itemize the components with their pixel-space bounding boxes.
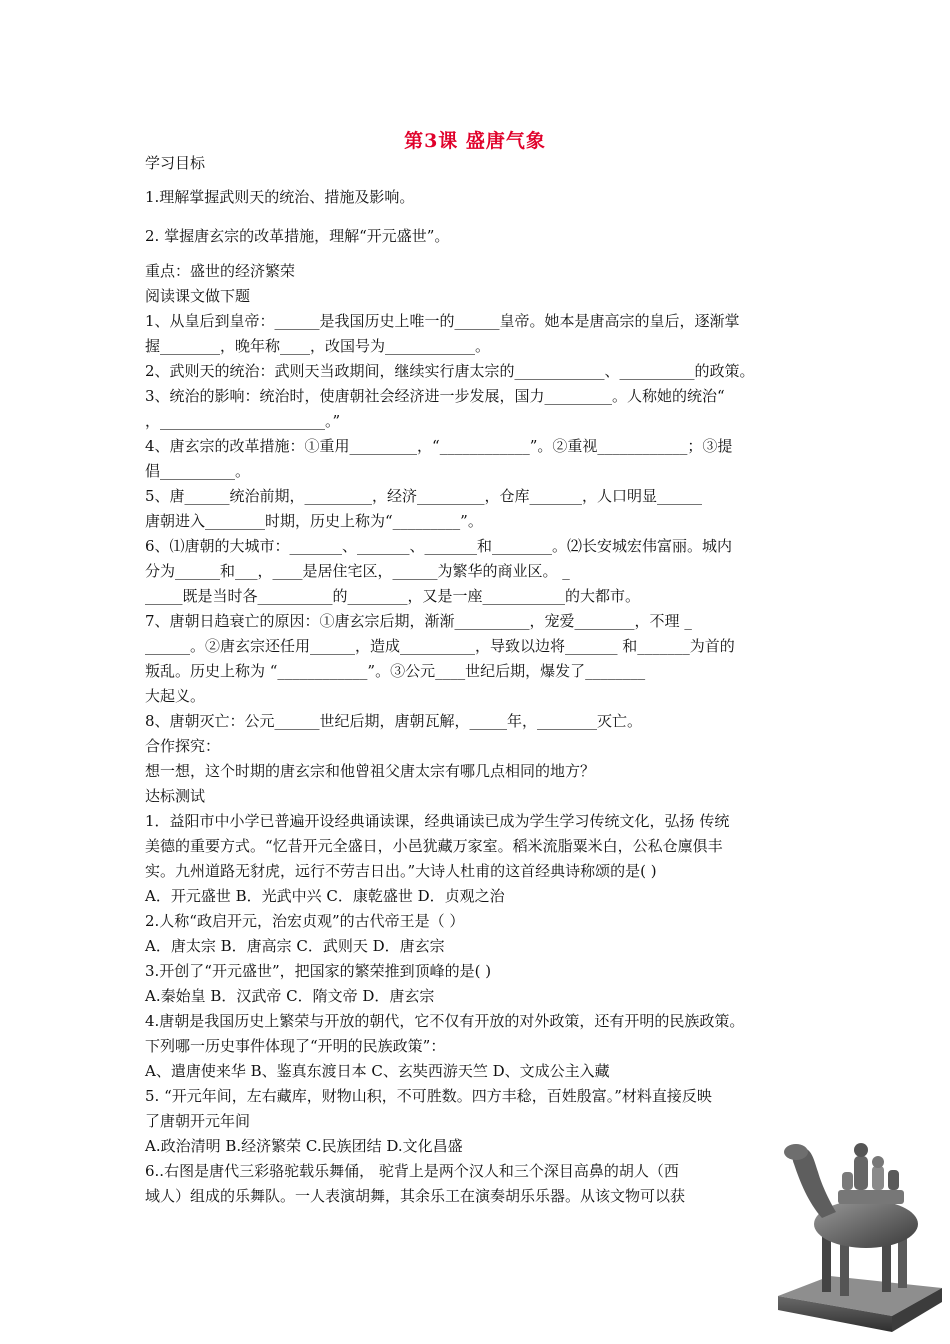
text-line: 学习目标: [145, 154, 206, 172]
text-line: 2. 掌握唐玄宗的改革措施，理解“开元盛世”。: [145, 227, 450, 245]
text-line: 合作探究：: [145, 737, 221, 755]
text-line: 4、唐玄宗的改革措施：①重用_________，“____________”。②重视____________；③提: [145, 437, 733, 455]
text-line: 倡__________。: [145, 462, 251, 480]
text-line: 8、唐朝灭亡：公元______世纪后期，唐朝瓦解，_____年，________灭亡。: [145, 712, 643, 730]
text-line: 2、武则天的统治：武则天当政期间，继续实行唐太宗的____________、__________的政策。: [145, 362, 755, 380]
text-line: A、遣唐使来华 B、鉴真东渡日本 C、玄奘西游天竺 D、文成公主入藏: [145, 1062, 610, 1080]
text-line: 阅读课文做下题: [145, 287, 251, 305]
text-line: 5、唐______统治前期，_________，经济_________，仓库_______，人口明显______: [145, 487, 703, 505]
text-line: 域人）组成的乐舞队。一人表演胡舞，其余乐工在演奏胡乐乐器。从该文物可以获: [145, 1187, 686, 1205]
text-line: _____既是当时各__________的________，又是一座___________的大都市。: [145, 587, 641, 605]
camel-figurine-image: [770, 1106, 946, 1336]
text-line: 6、⑴唐朝的大城市：_______、_______、_______和________。⑵长安城宏伟富丽。城内: [145, 537, 733, 555]
text-line: 7、唐朝日趋衰亡的原因：①唐玄宗后期，渐渐__________，宠爱________，不理 _: [145, 612, 692, 630]
text-line: 6..右图是唐代三彩骆驼载乐舞俑， 驼背上是两个汉人和三个深目高鼻的胡人（西: [145, 1162, 679, 1180]
text-line: 3、统治的影响：统治时，使唐朝社会经济进一步发展，国力_________。人称她的统治“: [145, 387, 725, 405]
text-line: 1.理解掌握武则天的统治、措施及影响。: [145, 188, 415, 206]
text-line: A．唐太宗 B．唐高宗 C．武则天 D．唐玄宗: [145, 937, 445, 955]
text-line: 分为______和___，____是居住宅区，______为繁华的商业区。 _: [145, 562, 570, 580]
text-line: ，______________________。”: [145, 412, 341, 430]
text-line: 4.唐朝是我国历史上繁荣与开放的朝代，它不仅有开放的对外政策，还有开明的民族政策。: [145, 1012, 745, 1030]
text-line: 美德的重要方式。“忆昔开元全盛日，小邑犹藏万家室。稻米流脂粟米白，公私仓廪俱丰: [145, 837, 723, 855]
text-line: 1、从皇后到皇帝：______是我国历史上唯一的______皇帝。她本是唐高宗的皇后，逐渐掌: [145, 312, 740, 330]
text-line: 重点：盛世的经济繁荣: [145, 262, 296, 280]
text-line: A.政治清明 B.经济繁荣 C.民族团结 D.文化昌盛: [145, 1137, 463, 1155]
text-line: ______。②唐玄宗还任用______，造成__________，导致以边将_______ 和_______为首的: [145, 637, 735, 655]
text-line: A．开元盛世 B．光武中兴 C．康乾盛世 D．贞观之治: [145, 887, 505, 905]
text-line: 3.开创了“开元盛世”，把国家的繁荣推到顶峰的是( ): [145, 962, 492, 980]
text-line: 想一想，这个时期的唐玄宗和他曾祖父唐太宗有哪几点相同的地方？: [145, 762, 596, 780]
text-line: 实。九州道路无豺虎，远行不劳吉日出。”大诗人杜甫的这首经典诗称颂的是( ): [145, 862, 657, 880]
text-line: 握________，晚年称____，改国号为____________。: [145, 337, 491, 355]
text-line: 1．益阳市中小学已普遍开设经典诵读课，经典诵读已成为学生学习传统文化，弘扬 传统: [145, 812, 730, 830]
text-line: 下列哪一历史事件体现了“开明的民族政策”：: [145, 1037, 446, 1055]
page-title: 第3课 盛唐气象: [404, 130, 546, 152]
text-line: 2.人称“政启开元，治宏贞观”的古代帝王是（ ）: [145, 912, 465, 930]
text-line: 了唐朝开元年间: [145, 1112, 251, 1130]
text-line: 达标测试: [145, 787, 206, 805]
text-line: A.秦始皇 B．汉武帝 C．隋文帝 D．唐玄宗: [145, 987, 435, 1005]
text-line: 叛乱。历史上称为 “____________”。③公元____世纪后期，爆发了________: [145, 662, 646, 680]
text-line: 5. “开元年间，左右藏库，财物山积，不可胜数。四方丰稔，百姓殷富。”材料直接反映: [145, 1087, 712, 1105]
text-line: 大起义。: [145, 687, 206, 705]
text-line: 唐朝进入________时期，历史上称为“_________”。: [145, 512, 483, 530]
